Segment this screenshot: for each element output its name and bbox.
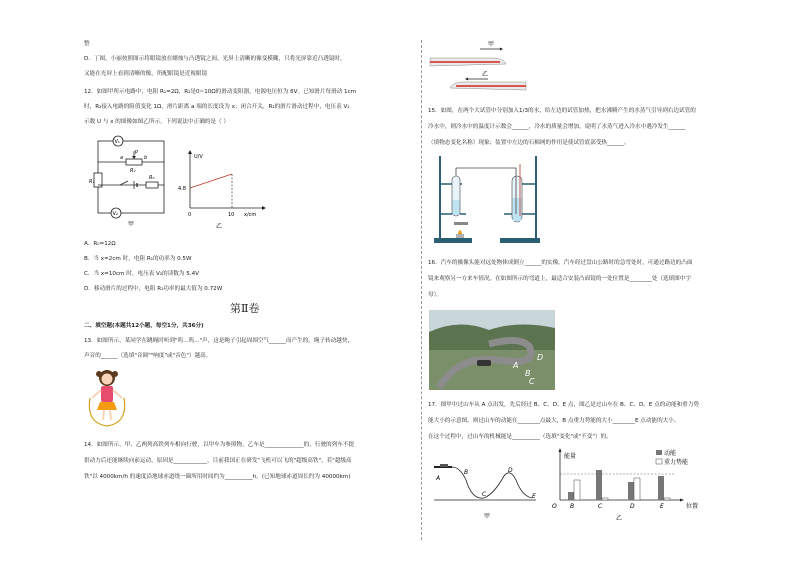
energy-bar-chart [550,448,720,524]
energy-fig-label: 乙 [616,515,623,522]
coaster-c-label: C [482,491,487,498]
q16-line-1: 16．汽车的摄像头能对远处物体成倒立______的实像。汽车经过盘山公路时的急弯处时，可通过路边的凸面 [428,260,693,266]
coaster-b-label: B [464,469,469,476]
q12-option-b: B．当 x=2cm 时，电阻 R₁的功率为 0.5W [84,256,192,262]
v1-label: V₁ [114,139,120,145]
energy-cat-c: C [598,503,603,510]
train-jia-label: 甲 [488,41,495,48]
q12-option-c: C．当 x=10cm 时，电压表 V₂的读数为 5.4V [84,271,199,277]
r0-label: R₀ [149,175,155,181]
roller-coaster-track [432,450,542,522]
v2-label: V₂ [112,211,118,217]
coaster-e-label: E [532,493,536,500]
fig-yi-label: 乙 [216,223,223,230]
legend-kinetic-label: 动能 [664,450,677,457]
circuit-diagram [90,133,174,228]
bar-b-kinetic [568,492,574,500]
q12-line-3: 示数 U 与 x 的图像如图乙所示。下列说法中正确的是（ ） [84,119,229,125]
trains-illustration [428,38,528,96]
coaster-a-label: A [436,475,441,482]
bar-c-potential [602,498,608,500]
road-c-label: C [529,377,535,386]
energy-cat-d: D [630,503,635,510]
q16-line-2: 镜来观察另一方来车情况。在如图所示的弯道上，最适合安装凸面镜的一处位置是________处（选填图中字 [428,276,691,282]
q14-line-1: 14．如图所示，甲、乙两列高铁列车相向行驶，以甲车为参照物，乙车是______________的，行驶的列车不提 [84,442,355,448]
energy-cat-b: B [570,503,575,510]
q12-line-1: 12．如图甲所示电路中，电阻 R₁=2Ω，R₂是0~10Ω的滑动变阻器，电源电压恒为 6V。已知滑片每滑动 1cm [84,89,357,95]
energy-ylabel: 能量 [564,453,577,460]
bar-e-kinetic [658,476,664,500]
q14-line-2: 供动力后还能继续向前运动，原因是____________，目前我国正在研发"飞机可以飞的"超级高铁"，若"超级高 [84,458,352,464]
q11-option-d-cont: 又能在光屏上看到清晰的像，所配眼镜是近视眼镜 [84,71,208,77]
graph-xlabel: x/cm [244,212,257,218]
part2-heading: 二、填空题(本题共12小题，每空1分，共36分) [84,323,204,329]
u-x-graph [178,150,268,230]
bar-c-kinetic [596,470,602,500]
bar-d-potential [634,478,640,500]
bar-b-potential [574,480,580,500]
a-label: a [120,155,124,161]
q16-line-3: 母）。 [428,292,442,298]
coaster-fig-label: 甲 [484,513,491,520]
graph-x0: 0 [188,212,192,218]
test-tube-apparatus [432,154,547,246]
q17-line-2: 能大小的示意图，则过山车的动能在________点最大，B 点重力势能的大小________E 点动能的大小。 [428,418,680,424]
q14-line-3: 铁"以 4000km/h 的速度沿地球赤道绕一圈所用时间约为__________h。(已知地球赤道周长约为 40000km) [84,474,351,480]
energy-origin: O [552,503,557,510]
graph-x10: 10 [228,212,235,218]
legend-potential-swatch [656,459,662,464]
q12-option-a: A．R₀=12Ω [84,241,116,247]
q17-line-1: 17．图甲中过山车从 A 点出发，先后经过 B、C、D、E 点，图乙是过山车在 B、C、D、E 点的动能和重力势 [428,402,699,408]
energy-cat-e: E [660,503,664,510]
r2-label: R₂ [130,168,136,174]
graph-y-tick: 4.8 [178,186,186,192]
coaster-d-label: D [508,467,513,474]
legend-potential-label: 重力势能 [664,459,689,466]
legend-kinetic-swatch [656,450,662,455]
b-label: b [144,155,148,161]
q12-option-d: D．移动滑片的过程中，电阻 R₁功率的最大值为 0.72W [84,286,223,292]
q13-line-2: 声音的______（选填"音调""响度"或"音色"）越高。 [84,353,212,359]
train-yi-label: 乙 [482,71,489,78]
road-d-label: D [537,353,544,362]
p-label: P [135,150,139,156]
section-title: 第Ⅱ卷 [230,302,260,315]
fig-jia-label: 甲 [128,221,135,228]
q15-line-2: 冷水中，则冷水中的温度计示数会______，冷水的质量会增加，说明了水蒸气进入冷水中遇冷发生______ [428,124,686,130]
q11-option-d: D．丁图，小丽按照图示将眼镜放在蜡烛与凸透镜之间，光屏上清晰的像变模糊，只将光屏靠近凸透镜时， [84,56,346,62]
r1-label: R₁ [89,179,95,185]
road-a-label: A [513,361,519,370]
road-b-label: B [525,369,531,378]
jump-rope-girl-illustration [86,368,128,428]
q15-line-3: （填物态变化名称）现象；装置中左边的石棉网的作用是使试管底部受热______。 [428,140,630,146]
bar-e-potential [664,498,670,500]
energy-xlabel: 位置 [686,503,699,510]
q15-line-1: 15．如图，在两个大试管中分别加入1/3的水，给左边的试管加热，把水沸腾产生的水蒸气引导到右边试管的 [428,108,696,114]
top-line: 整 [84,41,90,47]
graph-ylabel: U/V [194,154,203,160]
q13-line-1: 13．如图所示，某同学在跳绳时听到"呜...呜..."声，这是绳子引起周围空气______而产生的，绳子转动越快， [84,338,354,344]
mountain-road-photo [429,310,555,390]
column-divider [421,40,422,540]
q17-line-3: 在这个过程中，过山车的机械能是__________（选填"变化"或"不变"）的。 [428,434,612,440]
q12-line-2: 时，R₂接入电路的阻值变化 1Ω，滑片距离 a 端的长度设为 x；闭合开关，R₂的滑片滑动过程中，电压表 V₁ [84,104,350,110]
bar-d-kinetic [628,482,634,500]
